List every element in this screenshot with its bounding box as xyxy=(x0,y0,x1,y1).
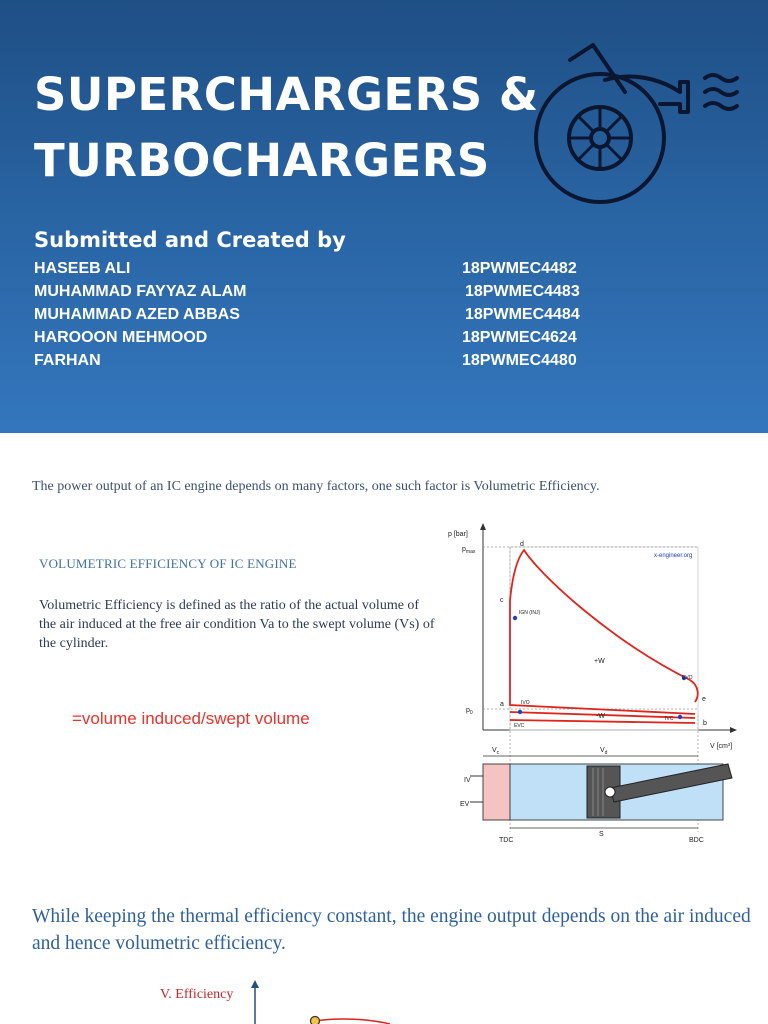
curve-point xyxy=(311,1017,320,1024)
ivc-label: IVC xyxy=(665,716,674,722)
tdc-label: TDC xyxy=(499,837,514,844)
stroke-label: S xyxy=(599,831,604,838)
title-banner xyxy=(0,0,768,433)
pv-diagram xyxy=(440,520,740,850)
author-id: 18PWMEC4480 xyxy=(462,352,577,369)
pv-cycle-curve xyxy=(510,550,698,723)
evc-label: EVC xyxy=(514,723,525,729)
thermal-efficiency-paragraph: While keeping the thermal efficiency constant, the engine output depends on the air induced and hence volumetric efficiency. xyxy=(32,906,751,954)
chart-y-axis-arrow xyxy=(251,980,259,988)
point-d: d xyxy=(520,541,524,548)
y-axis-label: p [bar] xyxy=(448,531,468,538)
p0-label: $p_0$ xyxy=(466,707,473,716)
author-row xyxy=(34,352,634,375)
author-id: 18PWMEC4483 xyxy=(465,283,580,300)
author-row xyxy=(34,306,634,329)
vd-label: $V_d$ xyxy=(600,747,608,756)
author-id: 18PWMEC4484 xyxy=(465,306,580,323)
ign-label: IGN (INJ) xyxy=(519,610,541,616)
bdc-label: BDC xyxy=(689,837,704,844)
negative-work-label: -W xyxy=(596,713,605,720)
vc-label: $V_c$ xyxy=(492,747,500,756)
formula-text: =volume induced/swept volume xyxy=(72,709,310,728)
piston-pin xyxy=(605,787,615,797)
chart-y-label: V. Efficiency xyxy=(160,987,234,1002)
intro-paragraph: The power output of an IC engine depends on many factors, one such factor is Volumetric Efficiency. xyxy=(32,479,600,494)
author-name: HASEEB ALI xyxy=(34,260,131,277)
combustion-chamber xyxy=(483,764,510,820)
efficiency-curve xyxy=(315,1019,390,1024)
author-id: 18PWMEC4482 xyxy=(462,260,577,277)
watermark: x-engineer.org xyxy=(654,553,693,559)
author-list xyxy=(34,260,634,375)
point-c: c xyxy=(500,597,504,604)
evo-label: EVO xyxy=(682,675,693,681)
positive-work-label: +W xyxy=(594,658,605,665)
volumetric-efficiency-heading: VOLUMETRIC EFFICIENCY OF IC ENGINE xyxy=(39,556,297,571)
ev-label: EV xyxy=(460,801,470,808)
volumetric-efficiency-definition: Volumetric Efficiency is defined as the ratio of the actual volume of the air induced at the free air condition Va to the swept volume (Vs) of the cylinder. xyxy=(39,598,435,651)
submitted-by-heading: Submitted and Created by xyxy=(34,228,346,252)
x-axis-label: V [cm³] xyxy=(710,743,733,750)
point-a: a xyxy=(500,701,504,708)
plot-frame xyxy=(510,547,698,730)
author-row xyxy=(34,260,634,283)
page-title xyxy=(34,62,539,194)
point-b: b xyxy=(703,720,707,727)
title-line-2: TURBOCHARGERS xyxy=(34,134,490,187)
author-id: 18PWMEC4624 xyxy=(462,329,577,346)
turbocharger-icon xyxy=(530,40,745,215)
ivo-label: IVO xyxy=(521,700,530,706)
y-axis-arrow xyxy=(480,523,486,530)
author-name: MUHAMMAD AZED ABBAS xyxy=(34,306,240,323)
author-row xyxy=(34,329,634,352)
point-e: e xyxy=(702,696,706,703)
author-name: FARHAN xyxy=(34,352,101,369)
pmax-label: $p_{max}$ xyxy=(462,546,476,555)
author-name: MUHAMMAD FAYYAZ ALAM xyxy=(34,283,247,300)
valve-event-markers xyxy=(513,616,686,719)
author-name: HAROOON MEHMOOD xyxy=(34,329,208,346)
volumetric-efficiency-chart xyxy=(150,978,450,1024)
author-row xyxy=(34,283,634,306)
x-axis-arrow xyxy=(730,727,737,733)
iv-label: IV xyxy=(464,777,471,784)
title-line-1: SUPERCHARGERS & xyxy=(34,68,539,121)
